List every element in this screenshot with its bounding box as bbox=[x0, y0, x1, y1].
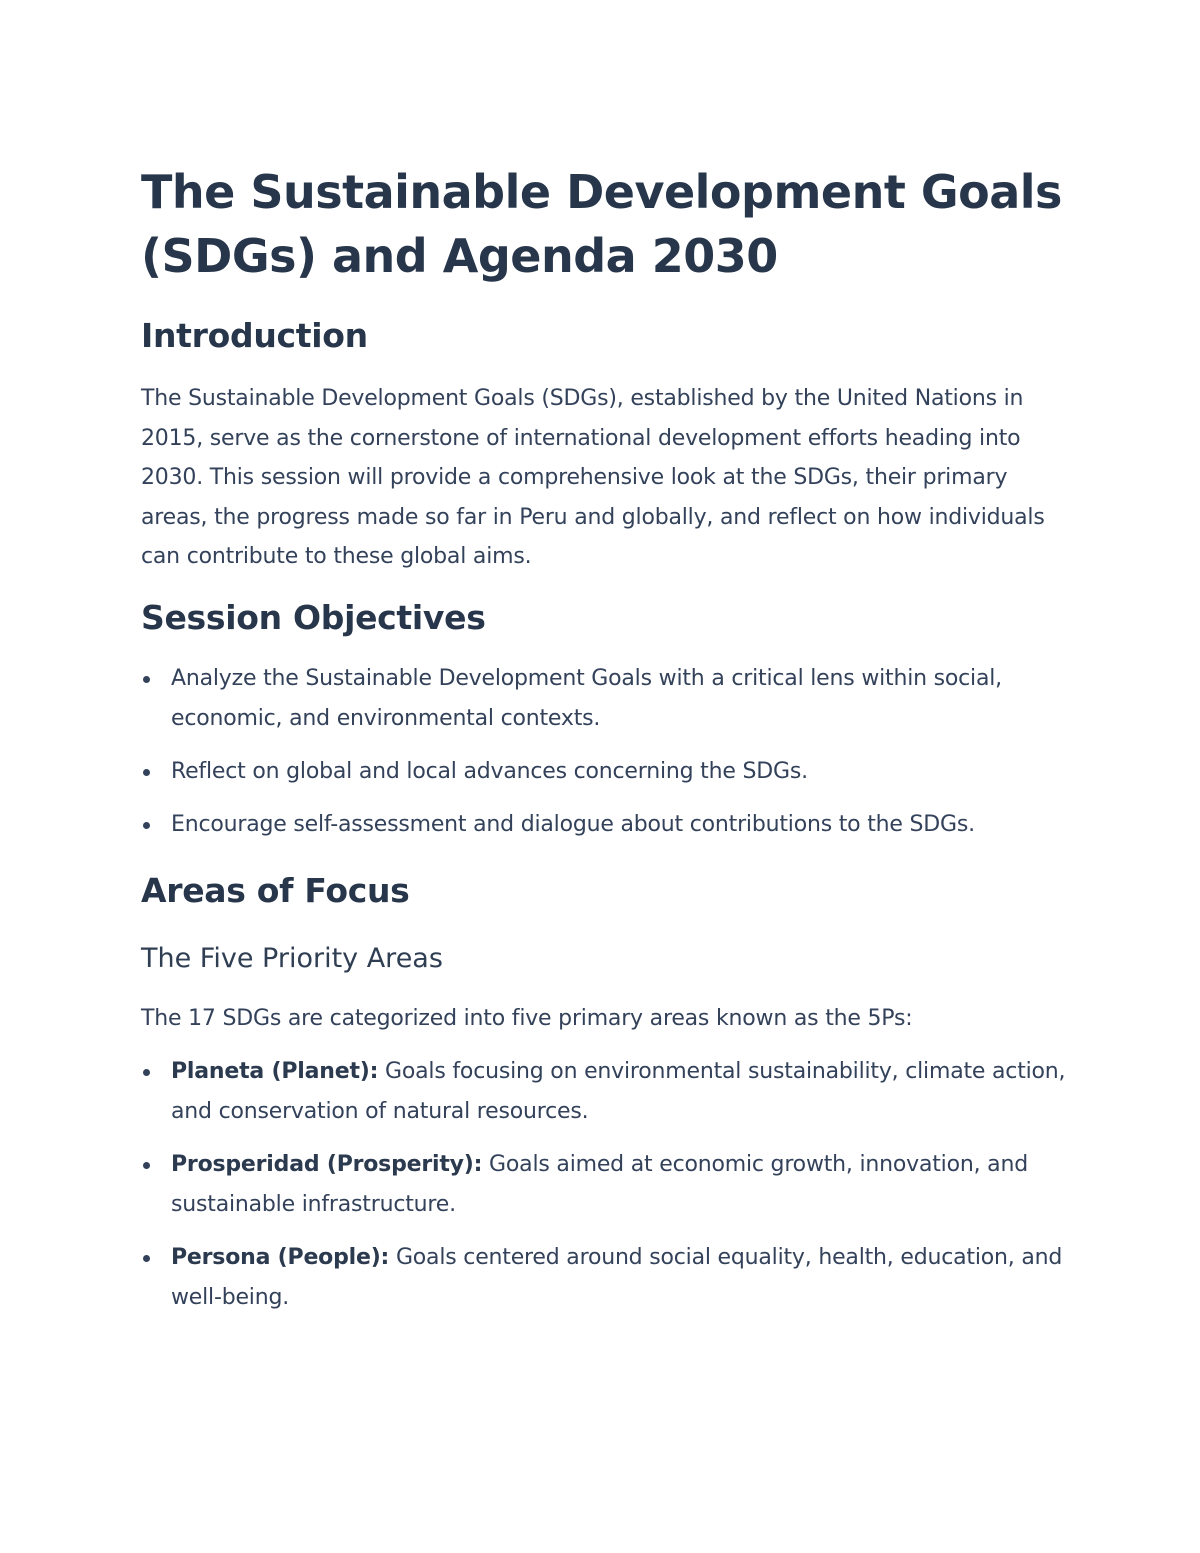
list-item-label: Prosperidad (Prosperity): bbox=[171, 1152, 483, 1177]
list-item bbox=[141, 1052, 1071, 1132]
bullet-icon bbox=[143, 1069, 150, 1076]
list-item bbox=[141, 805, 1071, 845]
objectives-heading: Session Objectives bbox=[141, 597, 486, 637]
bullet-icon bbox=[143, 769, 150, 776]
list-item bbox=[141, 659, 1071, 739]
bullet-icon bbox=[143, 676, 150, 683]
list-item bbox=[141, 752, 1071, 792]
focus-heading: Areas of Focus bbox=[141, 870, 410, 910]
document-page bbox=[141, 160, 1071, 1318]
list-item-text: Goals focusing on environmental sustainability, climate action, and conservation of natural resources. bbox=[171, 1059, 1066, 1124]
bullet-icon bbox=[143, 822, 150, 829]
bullet-icon bbox=[143, 1255, 150, 1262]
list-item-label: Persona (People): bbox=[171, 1245, 390, 1270]
priority-areas-list bbox=[141, 1052, 1071, 1318]
list-item bbox=[141, 1238, 1071, 1318]
objectives-list bbox=[141, 659, 1071, 845]
list-item-text: Analyze the Sustainable Development Goals with a critical lens within social, economic, and environmental contexts. bbox=[171, 665, 1002, 731]
list-item-text: Goals centered around social equality, health, education, and well-being. bbox=[171, 1245, 1063, 1310]
page-title: The Sustainable Development Goals (SDGs) and Agenda 2030 bbox=[141, 165, 1062, 283]
bullet-icon bbox=[143, 1162, 150, 1169]
list-item bbox=[141, 1145, 1071, 1225]
list-item-text: Encourage self-assessment and dialogue about contributions to the SDGs. bbox=[171, 811, 975, 837]
introduction-heading: Introduction bbox=[141, 316, 368, 355]
introduction-paragraph: The Sustainable Development Goals (SDGs), established by the United Nations in 2015, serve as the cornerstone of international development efforts heading into 2030. This session will provide a comprehensive look at the SDGs, their primary areas, the progress made so far in Peru and globally, and reflect on how individuals can contribute to these global aims. bbox=[141, 386, 1045, 569]
focus-intro: The 17 SDGs are categorized into five primary areas known as the 5Ps: bbox=[141, 1005, 913, 1031]
focus-subheading: The Five Priority Areas bbox=[141, 942, 443, 974]
list-item-text: Goals aimed at economic growth, innovation, and sustainable infrastructure. bbox=[171, 1152, 1028, 1217]
list-item-text: Reflect on global and local advances concerning the SDGs. bbox=[171, 758, 808, 784]
list-item-label: Planeta (Planet): bbox=[171, 1059, 379, 1084]
